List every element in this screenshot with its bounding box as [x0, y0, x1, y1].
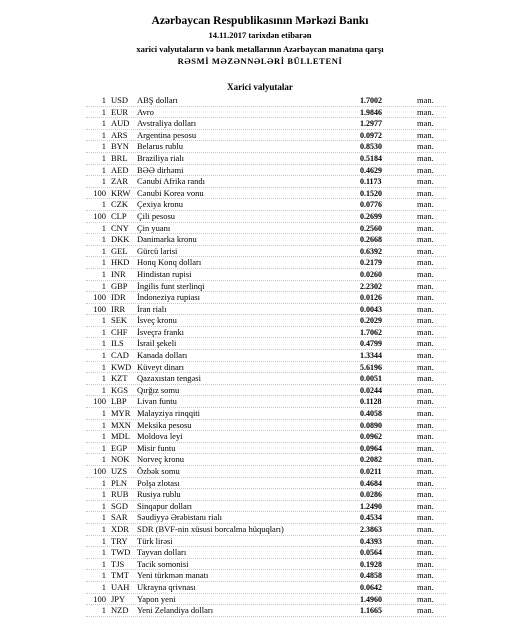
table-row: [0, 269, 520, 281]
exchange-rate: 0.0564: [360, 548, 382, 558]
rate-quantity: 1: [101, 338, 106, 349]
unit-label: man.: [417, 222, 434, 233]
unit-label: man.: [417, 570, 434, 581]
rate-quantity: 1: [101, 547, 106, 558]
currency-name: Avstraliya dolları: [137, 118, 197, 129]
table-row: [0, 478, 520, 490]
table-row: [0, 327, 520, 339]
exchange-rate: 0.0972: [360, 130, 382, 140]
exchange-rate: 0.2560: [360, 223, 382, 233]
unit-label: man.: [417, 292, 434, 303]
rate-quantity: 100: [93, 466, 106, 476]
currency-name: Çexiya kronu: [137, 199, 184, 210]
currency-code: BYN: [111, 141, 129, 152]
effective-date: 14.11.2017 tarixdən etibarən: [208, 30, 312, 40]
rate-quantity: 1: [101, 535, 106, 546]
unit-label: man.: [417, 581, 434, 592]
exchange-rate: 0.0962: [360, 432, 382, 442]
rate-quantity: 1: [101, 373, 106, 384]
currency-name: Sinqapur dolları: [137, 500, 193, 511]
rate-quantity: 1: [101, 141, 106, 152]
currency-name: Belarus rublu: [137, 141, 184, 152]
rate-quantity: 1: [101, 477, 106, 488]
exchange-rate: 1.9846: [360, 107, 382, 117]
table-row: [0, 292, 520, 304]
unit-label: man.: [417, 106, 434, 117]
bulletin-title: RƏSMİ MƏZƏNNƏLƏRİ BÜLLETENİ: [177, 56, 343, 66]
currency-code: GEL: [111, 245, 128, 256]
currency-code: MDL: [111, 431, 130, 442]
unit-label: man.: [417, 535, 434, 546]
exchange-rate: 0.1128: [360, 397, 382, 407]
currency-code: EUR: [111, 106, 128, 117]
unit-label: man.: [417, 164, 434, 175]
exchange-rate: 1.3344: [360, 351, 382, 361]
currency-name: Cənubi Korea vonu: [137, 187, 204, 198]
rate-quantity: 1: [101, 350, 106, 361]
unit-label: man.: [417, 315, 434, 326]
currency-code: HKD: [111, 257, 130, 268]
currency-code: INR: [111, 268, 126, 279]
currency-name: Yapon yeni: [137, 593, 176, 604]
rate-quantity: 1: [101, 442, 106, 453]
currency-name: ABŞ dolları: [137, 95, 178, 105]
table-row: [0, 362, 520, 374]
unit-label: man.: [417, 350, 434, 361]
table-row: [0, 199, 520, 211]
currency-code: TRY: [111, 535, 128, 546]
currency-name: Meksika pesosu: [137, 419, 192, 430]
table-row: [0, 396, 520, 408]
exchange-rate: 0.4393: [360, 536, 382, 546]
currency-code: MYR: [111, 408, 131, 419]
bank-name: Azərbaycan Respublikasının Mərkəzi Bankı: [151, 15, 369, 27]
currency-name: Kanada dolları: [137, 350, 188, 361]
table-row: [0, 223, 520, 235]
unit-label: man.: [417, 210, 434, 221]
rate-quantity: 1: [101, 326, 106, 337]
table-row: [0, 153, 520, 165]
currency-name: İngilis funt sterlinqi: [137, 280, 205, 291]
table-row: [0, 489, 520, 501]
currency-name: Avro: [137, 106, 154, 117]
exchange-rate: 0.4058: [360, 409, 382, 419]
currency-code: BRL: [111, 152, 128, 163]
unit-label: man.: [417, 141, 434, 152]
currency-code: CHF: [111, 326, 128, 337]
currency-code: AED: [111, 164, 129, 175]
currency-code: DKK: [111, 234, 130, 245]
table-row: [0, 188, 520, 200]
unit-label: man.: [417, 431, 434, 442]
exchange-rate: 0.4534: [360, 513, 382, 523]
table-row: [0, 118, 520, 130]
unit-label: man.: [417, 118, 434, 129]
rate-quantity: 100: [93, 396, 106, 407]
table-row: [0, 559, 520, 571]
currency-code: ARS: [111, 129, 128, 140]
rate-quantity: 1: [101, 523, 106, 534]
exchange-rate: 1.2977: [360, 119, 382, 129]
rate-quantity: 1: [101, 152, 106, 163]
rate-quantity: 1: [101, 581, 106, 592]
currency-name: İsveç kronu: [137, 315, 177, 326]
currency-code: PLN: [111, 477, 128, 488]
exchange-rate: 0.2029: [360, 316, 382, 326]
rate-quantity: 1: [101, 257, 106, 268]
exchange-rate: 0.1928: [360, 559, 382, 569]
rate-quantity: 100: [93, 210, 106, 221]
exchange-rate: 0.0286: [360, 490, 382, 500]
currency-code: SGD: [111, 500, 129, 511]
currency-code: LBP: [111, 396, 127, 407]
table-row: [0, 315, 520, 327]
exchange-rate: 0.0051: [360, 374, 382, 384]
rate-quantity: 1: [101, 268, 106, 279]
currency-name: SDR (BVF-nin xüsusi borcalma hüquqları): [137, 523, 284, 534]
exchange-rate: 0.0964: [360, 443, 382, 453]
currency-name: İran rialı: [137, 303, 167, 314]
currency-code: TMT: [111, 570, 129, 581]
currency-name: İsveçrə frankı: [137, 326, 184, 337]
rate-quantity: 1: [101, 106, 106, 117]
currency-code: UAH: [111, 581, 130, 592]
table-row: [0, 234, 520, 246]
rate-quantity: 1: [101, 454, 106, 465]
rate-quantity: 1: [101, 280, 106, 291]
table-row: [0, 257, 520, 269]
exchange-rate: 0.0244: [360, 385, 382, 395]
currency-code: KZT: [111, 373, 128, 384]
currency-name: Honq Konq dolları: [137, 257, 202, 268]
table-row: [0, 304, 520, 316]
currency-name: Tayvan dolları: [137, 547, 187, 558]
currency-code: CNY: [111, 222, 129, 233]
rate-quantity: 1: [101, 558, 106, 569]
currency-name: Gürcü larisi: [137, 245, 178, 256]
unit-label: man.: [417, 512, 434, 523]
unit-label: man.: [417, 442, 434, 453]
unit-label: man.: [417, 466, 434, 476]
rate-quantity: 1: [101, 512, 106, 523]
table-row: [0, 443, 520, 455]
currency-name: Rusiya rublu: [137, 489, 181, 500]
currency-code: NZD: [111, 605, 129, 616]
currency-code: JPY: [111, 593, 126, 604]
currency-code: CZK: [111, 199, 128, 210]
exchange-rate: 1.2490: [360, 501, 382, 511]
section-title: Xarici valyutalar: [227, 82, 293, 92]
table-row: [0, 373, 520, 385]
rate-quantity: 1: [101, 234, 106, 245]
unit-label: man.: [417, 338, 434, 349]
exchange-rate: 0.0211: [360, 467, 382, 476]
currency-name: Küveyt dinarı: [137, 361, 184, 372]
exchange-rate: 1.7062: [360, 327, 382, 337]
currency-code: TWD: [111, 547, 131, 558]
unit-label: man.: [417, 361, 434, 372]
table-row: [0, 338, 520, 350]
rate-quantity: 1: [101, 222, 106, 233]
exchange-rate: 0.2699: [360, 211, 382, 221]
table-row: [0, 605, 520, 617]
table-row: [0, 501, 520, 513]
currency-code: KRW: [111, 187, 131, 198]
currency-code: ZAR: [111, 176, 128, 187]
rate-quantity: 1: [101, 419, 106, 430]
currency-name: Malayziya rinqqiti: [137, 408, 201, 419]
unit-label: man.: [417, 408, 434, 419]
unit-label: man.: [417, 257, 434, 268]
unit-label: man.: [417, 280, 434, 291]
unit-label: man.: [417, 187, 434, 198]
currency-name: Çin yuanı: [137, 222, 171, 233]
unit-label: man.: [417, 477, 434, 488]
rate-quantity: 1: [101, 129, 106, 140]
table-row: [0, 582, 520, 594]
table-row: [0, 176, 520, 188]
exchange-rate: 2.3863: [360, 524, 382, 534]
exchange-rate: 0.4799: [360, 339, 382, 349]
exchange-rate: 0.2668: [360, 235, 382, 245]
exchange-rate: 2.2302: [360, 281, 382, 291]
unit-label: man.: [417, 176, 434, 187]
exchange-rate: 0.0642: [360, 582, 382, 592]
unit-label: man.: [417, 500, 434, 511]
currency-name: İsrail şekeli: [137, 338, 177, 349]
unit-label: man.: [417, 605, 434, 616]
currency-code: USD: [111, 95, 129, 105]
currency-code: KGS: [111, 384, 129, 395]
table-row: [0, 547, 520, 559]
unit-label: man.: [417, 558, 434, 569]
exchange-rate: 0.1520: [360, 188, 382, 198]
unit-label: man.: [417, 373, 434, 384]
exchange-rate: 0.6392: [360, 246, 382, 256]
unit-label: man.: [417, 129, 434, 140]
exchange-rate: 0.0890: [360, 420, 382, 430]
unit-label: man.: [417, 384, 434, 395]
rate-quantity: 100: [93, 303, 106, 314]
currency-code: TJS: [111, 558, 125, 569]
unit-label: man.: [417, 234, 434, 245]
exchange-rate: 0.4629: [360, 165, 382, 175]
currency-code: MXN: [111, 419, 131, 430]
unit-label: man.: [417, 95, 434, 105]
currency-code: AUD: [111, 118, 130, 129]
exchange-rate: 0.0260: [360, 269, 382, 279]
table-row: [0, 420, 520, 432]
currency-name: Cənubi Afrika randı: [137, 176, 205, 187]
exchange-rate: 0.8530: [360, 142, 382, 152]
table-row: [0, 594, 520, 606]
unit-label: man.: [417, 245, 434, 256]
currency-name: İndoneziya rupiası: [137, 292, 201, 303]
currency-code: XDR: [111, 523, 129, 534]
currency-code: UZS: [111, 466, 128, 476]
exchange-rate: 0.2179: [360, 258, 382, 268]
table-row: [0, 512, 520, 524]
currency-name: Qırğız somu: [137, 384, 180, 395]
exchange-rate: 1.4960: [360, 594, 382, 604]
table-row: [0, 536, 520, 548]
unit-label: man.: [417, 523, 434, 534]
rate-quantity: 1: [101, 315, 106, 326]
currency-name: Moldova leyi: [137, 431, 183, 442]
currency-name: Misir funtu: [137, 442, 176, 453]
currency-name: Türk lirəsi: [137, 535, 173, 546]
exchange-rate: 5.6196: [360, 362, 382, 372]
table-row: [0, 408, 520, 420]
currency-name: Braziliya rialı: [137, 152, 184, 163]
currency-name: Ukrayna qrivnası: [137, 581, 196, 592]
currency-name: Norveç kronu: [137, 454, 184, 465]
currency-code: KWD: [111, 361, 132, 372]
currency-code: RUB: [111, 489, 129, 500]
currency-code: SEK: [111, 315, 128, 326]
currency-code: SAR: [111, 512, 128, 523]
rate-quantity: 100: [93, 292, 106, 303]
rate-quantity: 100: [93, 593, 106, 604]
exchange-rate: 0.4684: [360, 478, 382, 488]
exchange-rate: 0.4858: [360, 571, 382, 581]
unit-label: man.: [417, 303, 434, 314]
rate-quantity: 1: [101, 361, 106, 372]
table-row: [0, 130, 520, 142]
currency-code: CLP: [111, 210, 127, 221]
exchange-rate: 1.7002: [360, 96, 382, 105]
rate-quantity: 1: [101, 176, 106, 187]
currency-code: IDR: [111, 292, 126, 303]
rate-quantity: 1: [101, 199, 106, 210]
currency-name: Argentina pesosu: [137, 129, 197, 140]
currency-code: CAD: [111, 350, 129, 361]
table-row: [0, 570, 520, 582]
currency-name: Hindistan rupisi: [137, 268, 192, 279]
rate-quantity: 1: [101, 431, 106, 442]
unit-label: man.: [417, 268, 434, 279]
currency-code: ILS: [111, 338, 124, 349]
rates-table: [0, 95, 520, 617]
exchange-rate: 1.1665: [360, 606, 382, 616]
unit-label: man.: [417, 547, 434, 558]
rate-quantity: 1: [101, 500, 106, 511]
currency-code: GBP: [111, 280, 128, 291]
unit-label: man.: [417, 489, 434, 500]
currency-name: Səudiyyə Ərəbistanı rialı: [137, 512, 222, 523]
bulletin-subtitle: xarici valyutaların və bank metallarının Azərbaycan manatına qarşı: [136, 44, 384, 54]
rate-quantity: 1: [101, 245, 106, 256]
currency-name: Yeni türkmən manatı: [137, 570, 209, 581]
unit-label: man.: [417, 593, 434, 604]
table-row: [0, 385, 520, 397]
table-row: [0, 524, 520, 536]
exchange-rate: 0.0043: [360, 304, 382, 314]
unit-label: man.: [417, 152, 434, 163]
exchange-rate: 0.0126: [360, 293, 382, 303]
table-row: [0, 454, 520, 466]
currency-name: Özbək somu: [137, 466, 180, 476]
exchange-rate: 0.0776: [360, 200, 382, 210]
currency-code: NOK: [111, 454, 130, 465]
currency-name: Yeni Zelandiya dolları: [137, 605, 214, 616]
unit-label: man.: [417, 326, 434, 337]
unit-label: man.: [417, 454, 434, 465]
table-row: [0, 431, 520, 443]
currency-name: Çili pesosu: [137, 210, 176, 221]
unit-label: man.: [417, 396, 434, 407]
table-row: [0, 466, 520, 478]
exchange-rate: 0.5184: [360, 153, 382, 163]
currency-name: Danimarka kronu: [137, 234, 197, 245]
table-row: [0, 107, 520, 119]
table-row: [0, 211, 520, 223]
currency-name: BƏƏ dirhəmi: [137, 164, 184, 175]
unit-label: man.: [417, 419, 434, 430]
rate-quantity: 1: [101, 384, 106, 395]
rate-quantity: 1: [101, 95, 106, 105]
table-row: [0, 95, 520, 107]
exchange-rate: 0.1173: [360, 177, 382, 187]
currency-name: Tacik somonisi: [137, 558, 189, 569]
currency-code: EGP: [111, 442, 128, 453]
rate-quantity: 1: [101, 164, 106, 175]
currency-name: Qazaxıstan tengəsi: [137, 373, 201, 384]
rate-quantity: 1: [101, 489, 106, 500]
table-row: [0, 281, 520, 293]
table-row: [0, 141, 520, 153]
currency-code: IRR: [111, 303, 126, 314]
rate-quantity: 1: [101, 118, 106, 129]
table-row: [0, 246, 520, 258]
exchange-rate: 0.2082: [360, 455, 382, 465]
table-row: [0, 350, 520, 362]
table-row: [0, 165, 520, 177]
rate-quantity: 1: [101, 570, 106, 581]
currency-name: Livan funtu: [137, 396, 177, 407]
unit-label: man.: [417, 199, 434, 210]
rate-quantity: 100: [93, 187, 106, 198]
rate-quantity: 1: [101, 408, 106, 419]
rate-quantity: 1: [101, 605, 106, 616]
currency-name: Polşa zlotası: [137, 477, 180, 488]
